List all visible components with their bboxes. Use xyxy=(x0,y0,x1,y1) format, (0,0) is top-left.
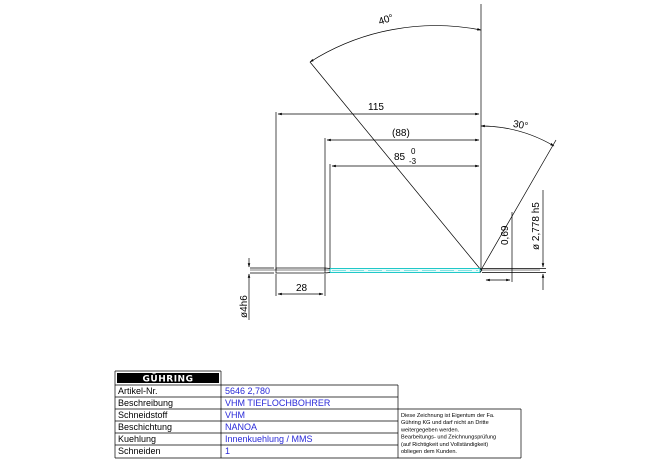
title-block xyxy=(115,371,521,458)
angle-30-label: 30° xyxy=(512,118,529,133)
dimension-85-label: 85 xyxy=(394,152,406,163)
dimension-85-tol-upper: 0 xyxy=(411,147,416,156)
title-row-value: NANOA xyxy=(225,422,258,432)
dimension-shank-diameter xyxy=(249,258,274,320)
notice-line: obliegen dem Kunden. xyxy=(401,449,457,455)
dimension-115-label: 115 xyxy=(368,102,384,113)
title-row-value: Innenkuehlung / MMS xyxy=(225,434,313,444)
title-row-value: 5646 2,780 xyxy=(225,386,271,396)
angle-40-label: 40° xyxy=(377,12,396,28)
notice-line: Gühring KG und darf nicht an Dritte xyxy=(401,420,489,427)
dimension-28-label: 28 xyxy=(296,283,308,294)
title-row-label: Artikel-Nr. xyxy=(118,386,158,396)
notice-line: weitergegeben werden. xyxy=(401,427,460,434)
title-row-value: 1 xyxy=(225,446,231,456)
title-row-value: VHM xyxy=(225,410,245,420)
dimension-115 xyxy=(276,112,479,270)
dimension-85 xyxy=(330,164,479,270)
dimension-tip-length-label: 0,69 xyxy=(500,225,511,245)
title-row-label: Kuehlung xyxy=(118,434,157,444)
dimension-85-tol-lower: -3 xyxy=(409,157,417,166)
notice-line: (auf Richtigkeit und Vollständigkeit) xyxy=(401,441,489,448)
dimension-88-label: (88) xyxy=(392,128,410,139)
title-row-label: Beschreibung xyxy=(118,398,174,408)
title-row-value: VHM TIEFLOCHBOHRER xyxy=(225,398,331,408)
dimension-shank-diameter-label: ø4h6 xyxy=(239,295,250,318)
angle-30-dimension xyxy=(481,126,556,270)
dimension-diameter-label: ø 2,778 h5 xyxy=(531,202,542,250)
notice-line: Diese Zeichnung ist Eigentum der Fa. xyxy=(401,413,495,419)
notice-line: Bearbeitungs- und Zeichnungsprüfung xyxy=(401,434,497,441)
title-row-label: Schneidstoff xyxy=(118,410,168,420)
title-row-label: Beschichtung xyxy=(118,422,173,432)
guehring-logo: GÜHRING xyxy=(142,374,194,385)
title-row-label: Schneiden xyxy=(118,446,161,456)
